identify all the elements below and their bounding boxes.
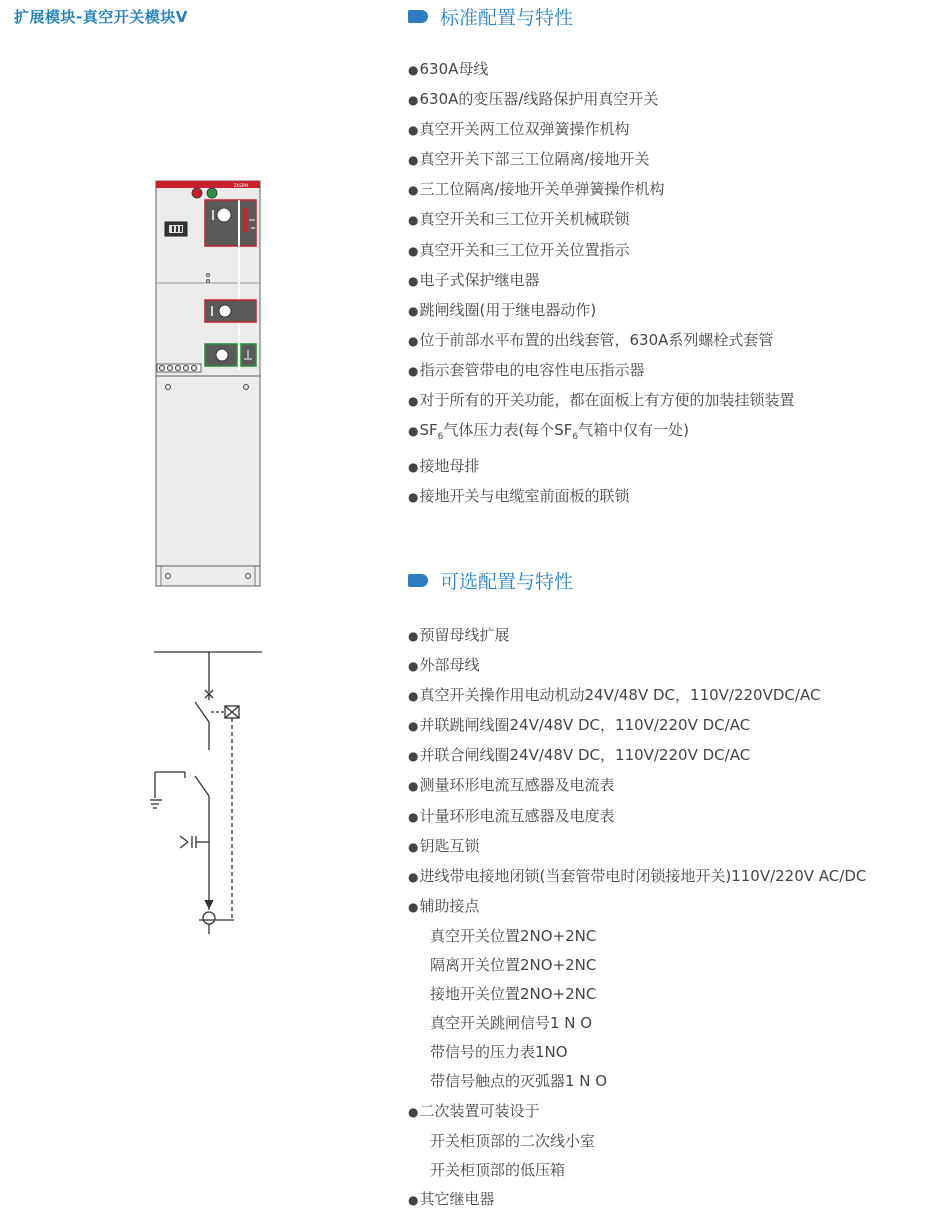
- list-item: ●外部母线: [408, 656, 480, 675]
- sub-list-item: 真空开关跳闸信号1 N O: [430, 1014, 593, 1033]
- disconnector-symbol: [195, 776, 209, 796]
- vacuum-breaker-symbol: [195, 702, 209, 722]
- cabinet-logo: ZKSRM: [233, 183, 248, 188]
- section-header: [408, 568, 866, 592]
- list-item: ●对于所有的开关功能，都在面板上有方便的加装挂锁装置: [408, 391, 795, 410]
- upper-mimic-panel: [205, 200, 256, 246]
- list-item: ●指示套管带电的电容性电压指示器: [408, 360, 645, 379]
- operating-hole-icon: [217, 208, 231, 222]
- list-item: ●并联跳闸线圈24V/48V DC，110V/220V DC/AC: [408, 716, 751, 735]
- optional-items-list: [408, 621, 866, 1215]
- list-item: ●真空开关操作用电动机动24V/48V DC，110V/220VDC/AC: [408, 686, 821, 705]
- list-item: ●预留母线扩展: [408, 626, 510, 644]
- standard-config-title: 标准配置与特性: [440, 6, 574, 29]
- section-header: [408, 4, 795, 28]
- list-item: ●电子式保护继电器: [408, 270, 540, 289]
- list-item: ●真空开关两工位双弹簧操作机构: [408, 120, 630, 139]
- green-indicator-icon: [207, 188, 217, 198]
- sub-list-item: 开关柜顶部的低压箱: [430, 1160, 566, 1179]
- list-item: ●进线带电接地闭锁(当套管带电时闭锁接地开关)110V/220V AC/DC: [408, 866, 867, 885]
- list-item: ●630A母线: [408, 60, 489, 78]
- isolator-hole-icon: [219, 305, 231, 317]
- optional-config-title: 可选配置与特性: [440, 570, 574, 593]
- single-line-diagram: [150, 648, 270, 938]
- optional-config-section: [408, 568, 866, 1215]
- standard-config-section: [408, 4, 795, 512]
- list-item: ●真空开关下部三工位隔离/接地开关: [408, 150, 650, 169]
- list-item: ●位于前部水平布置的出线套管，630A系列螺栓式套管: [408, 330, 774, 349]
- list-item: ●并联合闸线圈24V/48V DC，110V/220V DC/AC: [408, 746, 751, 765]
- list-item: ●测量环形电流互感器及电流表: [408, 776, 615, 795]
- standard-items-list: [408, 55, 795, 512]
- sub-list-item: 开关柜顶部的二次线小室: [430, 1131, 596, 1150]
- sub-list-item: 真空开关位置2NO+2NC: [430, 926, 597, 945]
- list-item: ●其它继电器: [408, 1189, 495, 1208]
- sub-list-item: 带信号触点的灭弧器1 N O: [430, 1072, 608, 1091]
- section-marker-icon: [408, 574, 428, 587]
- list-item: ●630A的变压器/线路保护用真空开关: [408, 90, 659, 109]
- list-item: ●真空开关和三工位开关机械联锁: [408, 210, 630, 229]
- sf6-list-item: $●SF_6$气体压力表(每个$SF_6$气箱中仅有一处): [408, 421, 689, 443]
- red-indicator-icon: [192, 188, 202, 198]
- sub-list-item: 隔离开关位置2NO+2NC: [430, 956, 597, 975]
- page-title: 扩展模块-真空开关模块V: [14, 8, 188, 26]
- sub-list-item: 接地开关位置2NO+2NC: [430, 985, 597, 1004]
- list-item: ●二次装置可装设于: [408, 1101, 540, 1120]
- list-item: ●接地母排: [408, 457, 480, 476]
- list-item: ●计量环形电流互感器及电度表: [408, 806, 615, 825]
- list-item: ●钥匙互锁: [408, 836, 480, 855]
- list-item: ●辅助接点: [408, 896, 480, 915]
- list-item: ●接地开关与电缆室前面板的联锁: [408, 487, 630, 506]
- list-item: ●三工位隔离/接地开关单弹簧操作机构: [408, 180, 665, 199]
- cabinet-front-view: [155, 180, 261, 588]
- ct-symbol: [203, 912, 215, 924]
- list-item: ●真空开关和三工位开关位置指示: [408, 240, 630, 259]
- list-item: ●跳闸线圈(用于继电器动作): [408, 300, 597, 319]
- section-marker-icon: [408, 10, 428, 23]
- sub-list-item: 带信号的压力表1NO: [430, 1043, 568, 1062]
